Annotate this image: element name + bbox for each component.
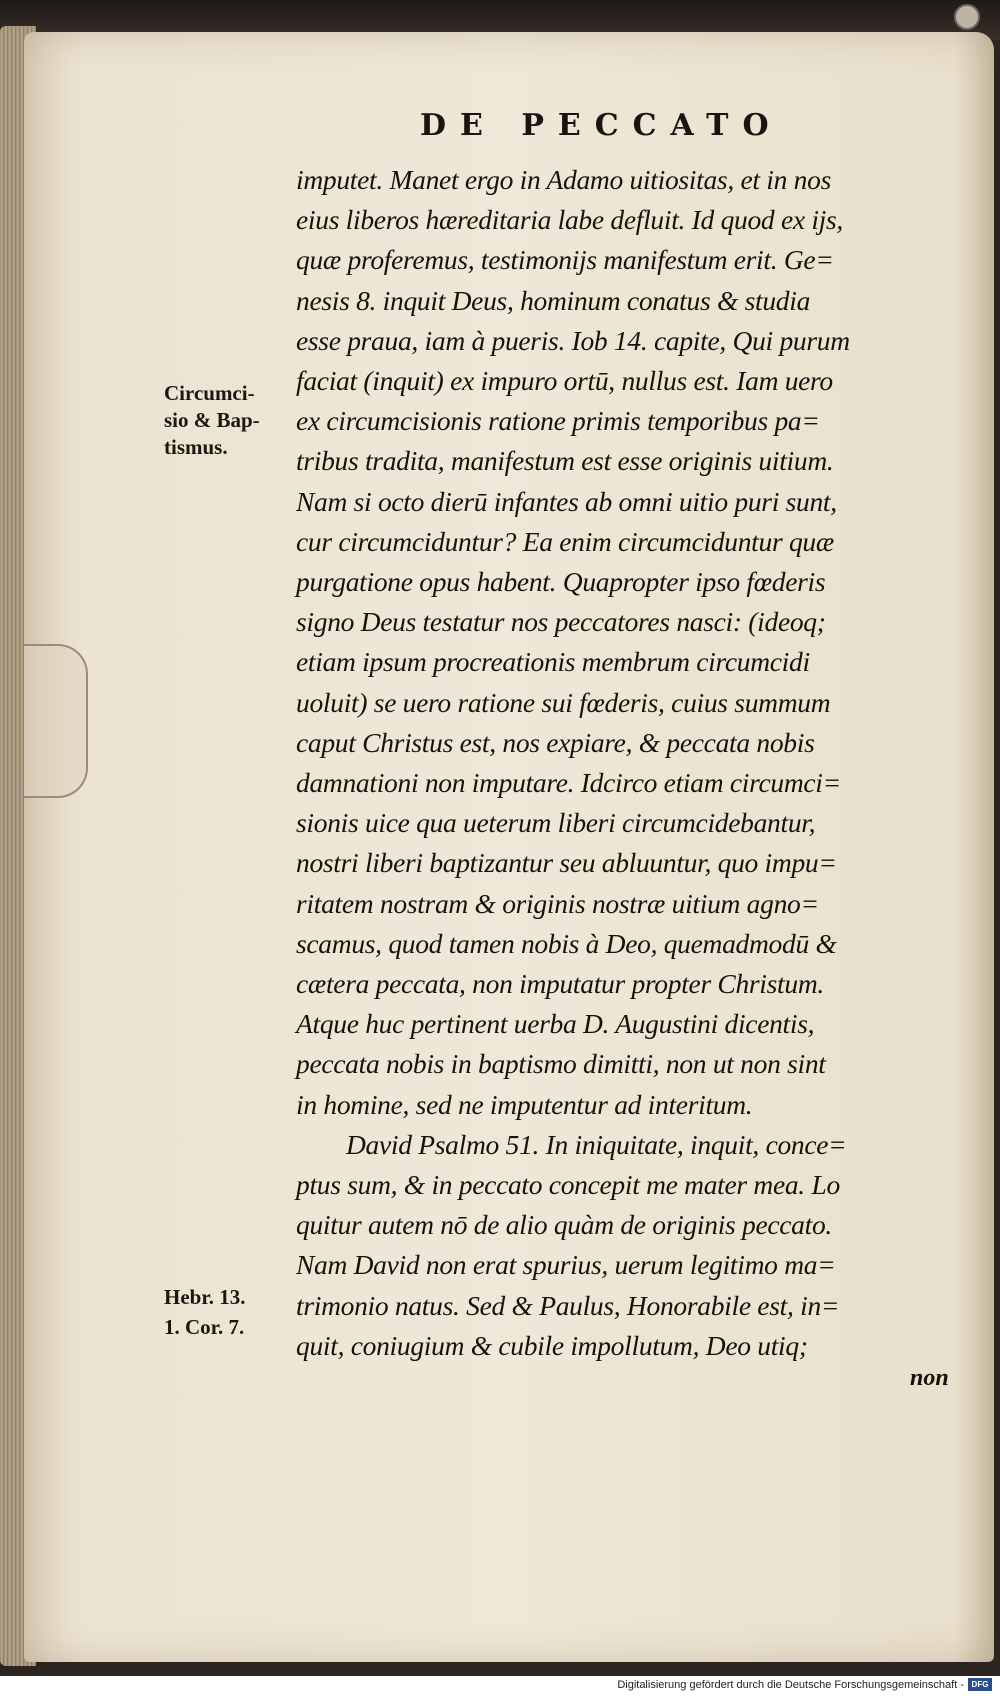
text-line: esse praua, iam à pueris. Iob 14. capite, Qui purum [296,324,850,356]
text-line: peccata nobis in baptismo dimitti, non ut non sint [296,1048,826,1080]
text-line: sionis uice qua ueterum liberi circumcidebantur, [296,807,816,839]
text-line: uoluit) se uero ratione sui fœderis, cuius summum [296,686,831,718]
text-line: ritatem nostram & originis nostræ uitium agno= [296,887,819,919]
text-line: ex circumcisionis ratione primis temporibus pa= [296,405,820,437]
text-line: faciat (inquit) ex impuro ortū, nullus est. Iam uero [296,365,833,397]
text-line: quit, coniugium & cubile impollutum, Deo utiq; [296,1329,808,1361]
margin-note-line: Hebr. 13. [164,1285,246,1309]
text-line: cur circumciduntur? Ea enim circumciduntur quæ [296,525,834,557]
text-line: etiam ipsum procreationis membrum circumcidi [296,646,810,678]
page-clip [24,644,88,798]
text-line-paragraph-start: David Psalmo 51. In iniquitate, inquit, conce= [346,1128,847,1160]
catchword: non [910,1365,949,1391]
text-line: signo Deus testatur nos peccatores nasci: (ideoq; [296,606,826,638]
running-head: DE PECCATO [420,108,783,143]
dfg-logo: DFG [968,1678,992,1691]
text-line: trimonio natus. Sed & Paulus, Honorabile est, in= [296,1289,840,1321]
body-text [296,160,966,1366]
margin-note-hebr [164,1282,294,1342]
text-line: quæ proferemus, testimonijs manifestum erit. Ge= [296,244,834,276]
text-line: Nam David non erat spurius, uerum legitimo ma= [296,1249,836,1281]
text-line: Nam si octo dierū infantes ab omni uitio puri sunt, [296,485,837,517]
funding-credit: Digitalisierung gefördert durch die Deutsche Forschungsgemeinschaft - [617,1679,964,1691]
margin-note-line: sio & Bap- [164,408,260,432]
text-line: eius liberos hæreditaria labe defluit. Id quod ex ijs, [296,204,843,236]
margin-note-circumcisio [164,380,294,461]
text-line: ptus sum, & in peccato concepit me mater mea. Lo [296,1169,840,1201]
text-line: imputet. Manet ergo in Adamo uitiositas, et in nos [296,164,831,195]
text-line: caput Christus est, nos expiare, & peccata nobis [296,726,815,758]
margin-note-line: 1. Cor. 7. [164,1315,245,1339]
text-line: Atque huc pertinent uerba D. Augustini dicentis, [296,1008,815,1040]
margin-note-line: Circumci- [164,381,255,405]
scan-corner-marker [954,4,980,30]
text-line: scamus, quod tamen nobis à Deo, quemadmodū & [296,927,837,959]
text-line: tribus tradita, manifestum est esse originis uitium. [296,445,834,477]
text-line: damnationi non imputare. Idcirco etiam circumci= [296,767,841,799]
text-line: purgatione opus habent. Quapropter ipso fœderis [296,566,826,598]
text-line: in homine, sed ne imputentur ad interitum. [296,1088,753,1120]
text-line: cætera peccata, non imputatur propter Christum. [296,968,824,1000]
margin-note-line: tismus. [164,435,228,459]
text-line: nesis 8. inquit Deus, hominum conatus & studia [296,284,811,316]
text-line: quitur autem nō de alio quàm de originis peccato. [296,1209,832,1241]
text-line: nostri liberi baptizantur seu abluuntur, quo impu= [296,847,837,879]
